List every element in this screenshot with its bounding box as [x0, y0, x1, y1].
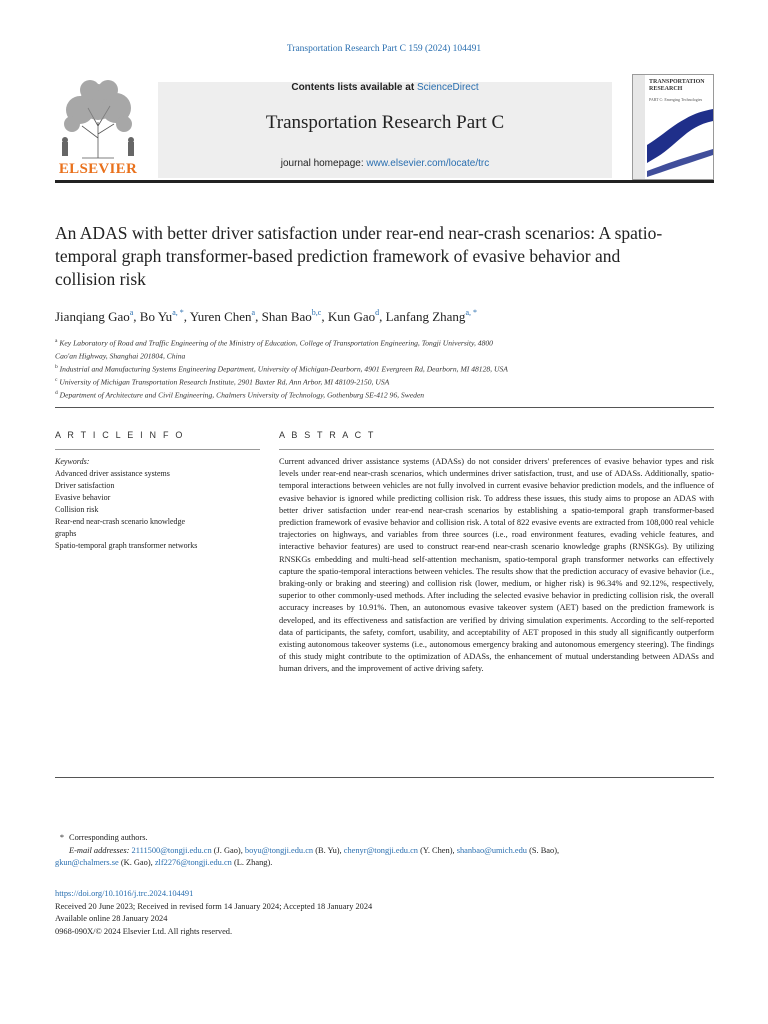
abstract-heading: A B S T R A C T [279, 430, 376, 440]
email-owner: (B. Yu), [313, 845, 344, 855]
cover-subtitle: PART C: Emerging Technologies [649, 97, 703, 102]
journal-header [158, 82, 612, 178]
author-list: Jianqiang Gao$^a$, Bo $Yu^{a, *}$, Yuren Chen$^a$, Shan Bao$^{b,c}$, Kun Gao$^d$, Lanfang Zhang$^{a, *}$ [55, 308, 477, 324]
email-link[interactable]: gkun@chalmers.se [55, 858, 119, 867]
keywords-label: Keywords: [55, 457, 90, 466]
email-owner: (L. Zhang). [231, 858, 273, 867]
sciencedirect-link[interactable]: ScienceDirect [416, 82, 479, 93]
author-name[interactable]: Jianqiang Gao [55, 309, 130, 324]
affiliation-sup: d [55, 390, 58, 397]
keyword-item: Advanced driver assistance systems [55, 469, 170, 478]
affiliation-item [55, 388, 715, 401]
affiliation-text: Department of Architecture and Civil Engineering, Chalmers University of Technology, Gothenburg SE-412 96, Sweden [59, 390, 425, 400]
affiliation-text: Key Laboratory of Road and Traffic Engineering of the Ministry of Education, College of Transportation Engineering, Tongji University, 4800 [59, 338, 493, 348]
homepage-line [158, 158, 612, 169]
corresponding-text: Corresponding authors. [69, 833, 148, 842]
email-link[interactable]: chenyr@tongji.edu.cn [343, 845, 418, 855]
homepage-prefix: journal homepage: [280, 158, 367, 169]
affiliation-item [55, 375, 715, 388]
author-affiliation-sup[interactable]: a, * [465, 308, 477, 317]
contents-prefix: Contents lists available at [291, 82, 417, 93]
article-info-heading: A R T I C L E I N F O [55, 430, 185, 440]
header-divider [55, 180, 714, 183]
doi-link[interactable]: https://doi.org/10.1016/j.trc.2024.104491 [55, 889, 194, 898]
email-label: E-mail addresses: [69, 845, 130, 855]
footnotes [55, 832, 715, 870]
email-link[interactable]: boyu@tongji.edu.cn [244, 845, 314, 855]
email-link[interactable]: zlf2276@tongji.edu.cn [154, 858, 232, 867]
received-dates: Received 20 June 2023; Received in revised form 14 January 2024; Accepted 18 January 2024 [55, 901, 373, 911]
section-divider [55, 407, 714, 408]
footnote-star: * [59, 833, 65, 842]
author-name[interactable]: Kun Gao [327, 309, 376, 324]
affiliation-sup: c [55, 377, 58, 384]
email-owner: (K. Gao), [118, 858, 155, 867]
affiliation-sup: a [55, 338, 58, 344]
elsevier-wordmark: ELSEVIER [58, 161, 138, 177]
cover-title: TRANSPORTATION RESEARCH [649, 79, 705, 92]
journal-reference-link[interactable]: Transportation Research Part C 159 (2024) 104491 [286, 44, 482, 54]
abstract-text: Current advanced driver assistance systems (ADASs) do not consider drivers' preferences of evasive behavior types and risk levels under rear-end near-crash scenarios, which undermines driver satisfaction, trust, and use of ADASs. Additionally, spatio-temporal interactions between vehicles are not fully involved in current evasive behavior prediction models, and the influence of evasive behavior is ignored while predicting collision risk. To address these issues, this study aims to propose an ADAS with better driver satisfaction under rear-end near-crash scenarios by establishing a spatio-temporal graph transformer-based prediction framework of evasive behavior and collision risk. A total of 822 evasive events are extracted from 108,000 real vehicle trajectories on highways, and variables from three sources (i.e., road environment features, evading vehicle features, and interactive behavior features) are used to construct rear-end near-crash scenario knowledge graphs (RNSKGs). By utilizing RNSKGs embedding and multi-head self-attention mechanism, spatio-temporal graph transformer networks can effectively capture the spatio-temporal interactions between vehicles. The results show that the prediction accuracy of evasive behavior (i.e., braking-only or braking and steering) and collision risk (lower, medium, or higher risk) is 96.34% and 92.12%, respectively, superior to other commonly-used methods. After including the selected evasive behavior in predicting collision risk, the overall accuracy increases by 10.91%. Then, an autonomous evasive takeover system (AET) based on the prediction framework is developed, and its effectiveness and satisfaction are verified by driving simulation experiments. According to the self-reported data of participants, the safety, comfort, usability, and acceptability of AET proposed in this study all significantly outperform existing autonomous takeover systems (i.e., autonomous emergency braking and autonomous emergency steering). The findings of this study might contribute to the optimization of ADASs, the enhancement of mutual understanding between ADASs and human drivers, and the improvement of active driving safety. [279, 457, 714, 674]
email-addresses-continued [55, 857, 715, 870]
author-affiliation-sup[interactable]: b,c [311, 308, 322, 317]
abstract-divider [279, 449, 714, 450]
elsevier-tree-icon [52, 78, 144, 160]
author-name[interactable]: Lanfang Zhang [385, 309, 466, 324]
affiliation-text: Industrial and Manufacturing Systems Engineering Department, University of Michigan-Dearborn, 4901 Evergreen Rd, Dearborn, MI 48128, USA [59, 364, 508, 374]
journal-title: Transportation Research Part C [265, 112, 505, 133]
keyword-item: Collision risk [55, 505, 99, 514]
author-affiliation-sup[interactable]: d [375, 308, 380, 317]
journal-cover-image [632, 74, 714, 180]
email-owner: (J. Gao), [211, 845, 245, 855]
email-owner: (Y. Chen), [417, 845, 457, 855]
author-name[interactable]: Yuren Chen [189, 309, 252, 324]
affiliation-item [55, 336, 715, 349]
keyword-item: Rear-end near-crash scenario knowledge [55, 517, 186, 526]
article-info-divider [55, 449, 260, 450]
author-affiliation-sup[interactable]: a, * [172, 308, 184, 317]
affiliation-text: University of Michigan Transportation Research Institute, 2901 Baxter Rd, Ann Arbor, MI 48109-2150, USA [59, 377, 390, 387]
author-affiliation-sup[interactable]: a [129, 308, 134, 317]
keyword-item: Spatio-temporal graph transformer networks [55, 541, 198, 550]
contents-line [158, 82, 612, 93]
email-addresses [55, 845, 715, 858]
copyright: 0968-090X/© 2024 Elsevier Ltd. All rights reserved. [55, 926, 233, 936]
affiliation-text: Cao'an Highway, Shanghai 201804, China [55, 351, 186, 361]
author-name[interactable]: Shan Bao [261, 309, 312, 324]
publication-info [55, 888, 715, 938]
article-title: An ADAS with better driver satisfaction under rear-end near-crash scenarios: A spatio-temporal graph transformer-based prediction framework of evasive behavior and collision risk [55, 223, 663, 289]
author-name[interactable]: Bo Yu [139, 309, 173, 324]
abstract-bottom-divider [55, 777, 714, 778]
corresponding-note [55, 832, 715, 845]
affiliations [55, 336, 715, 401]
email-link[interactable]: shanbao@umich.edu [456, 845, 527, 855]
author-affiliation-sup[interactable]: a [251, 308, 256, 317]
homepage-link[interactable]: www.elsevier.com/locate/trc [366, 158, 490, 169]
affiliation-sup: b [55, 364, 58, 371]
keyword-item: graphs [55, 529, 77, 538]
email-owner: (S. Bao), [526, 845, 560, 855]
affiliation-item [55, 362, 715, 375]
elsevier-logo [52, 78, 144, 178]
keywords-block [55, 456, 260, 552]
keyword-item: Evasive behavior [55, 493, 111, 502]
keyword-item: Driver satisfaction [55, 481, 115, 490]
affiliation-item [55, 349, 715, 362]
available-online: Available online 28 January 2024 [55, 914, 168, 923]
email-link[interactable]: 2111500@tongji.edu.cn [131, 845, 212, 855]
